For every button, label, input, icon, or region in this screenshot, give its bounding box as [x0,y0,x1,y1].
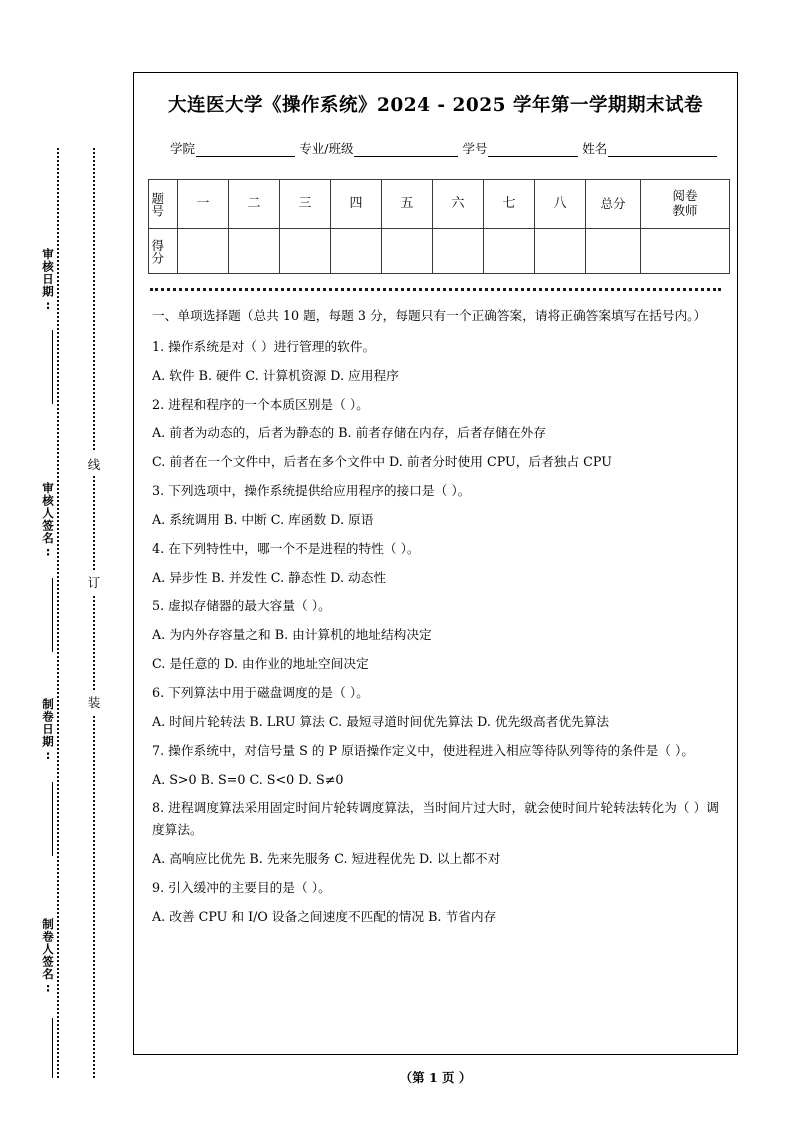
question-7-number: 7. [152,742,165,758]
question-6-number: 6. [152,684,165,700]
question-7-stem [152,740,719,762]
margin-rule-4 [52,1018,53,1078]
question-8-stem [152,797,719,841]
margin-rule-2 [52,578,53,652]
margin-label-review-date: 审核日期: [41,248,55,313]
field-blank-major-class[interactable] [354,143,458,157]
question-3-stem [152,480,719,502]
table-cell-grader-label: 阅卷 教师 [641,180,730,229]
question-2-text: 进程和程序的一个本质区别是（ ）。 [168,396,369,412]
seal-char-xian: 线 [84,452,104,476]
table-cell-q4: 四 [331,180,382,229]
question-3-number: 3. [152,483,165,499]
question-5-number: 5. [152,598,165,614]
question-5-text: 虚拟存储器的最大容量（ ）。 [168,598,331,614]
question-5-options-cd: C. 是任意的 D. 由作业的地址空间决定 [152,656,369,672]
table-row-scores [149,229,730,274]
question-2-options-ab: A. 前者为动态的，后者为静态的 B. 前者存储在内存，后者存储在外存 [152,425,546,441]
question-8-options: A. 高响应比优先 B. 先来先服务 C. 短进程优先 D. 以上都不对 [152,851,501,867]
question-6-stem [152,682,719,704]
margin-rule-1 [52,330,53,404]
question-4-number: 4. [152,540,165,556]
question-1-stem [152,336,719,358]
binding-dotted-line-outer [57,148,59,1078]
field-label-college: 学院 [170,141,196,156]
question-6-options: A. 时间片轮转法 B. LRU 算法 C. 最短寻道时间优先算法 D. 优先级高者优先算法 [152,713,610,729]
margin-rule-3 [52,782,53,856]
section-heading: 一、单项选择题（总共 10 题，每题 3 分，每题只有一个正确答案，请将正确答案填写在括号内。） [152,308,707,323]
field-blank-name[interactable] [608,143,717,157]
question-8-number: 8. [152,800,165,816]
score-cell-q8[interactable] [535,229,586,274]
margin-label-production-date: 制卷日期: [41,698,55,763]
student-info-line [170,139,717,157]
table-cell-q1: 一 [178,180,229,229]
question-2-number: 2. [152,396,165,412]
table-row-question-numbers [149,180,730,229]
page-title: 大连医大学《操作系统》2024 - 2025 学年第一学期期末试卷 [168,95,703,116]
margin-label-producer-signature: 制卷人签名: [41,918,55,996]
field-blank-college[interactable] [196,143,295,157]
question-1-number: 1. [152,338,165,354]
field-label-name: 姓名 [582,141,608,156]
section-divider [150,288,721,291]
field-blank-student-id[interactable] [488,143,578,157]
question-9-text: 引入缓冲的主要目的是（ ）。 [168,879,331,895]
score-cell-q6[interactable] [433,229,484,274]
seal-char-ding: 订 [84,570,104,594]
field-label-major-class: 专业/班级 [299,141,354,156]
table-cell-q7: 七 [484,180,535,229]
question-1-options: A. 软件 B. 硬件 C. 计算机资源 D. 应用程序 [152,367,399,383]
table-cell-q2: 二 [229,180,280,229]
margin-label-reviewer-signature: 审核人签名: [41,482,55,560]
page-footer: （第 1 页 ） [399,1070,472,1085]
score-cell-grader[interactable] [641,229,730,274]
question-9-options: A. 改善 CPU 和 I/O 设备之间速度不匹配的情况 B. 节省内存 [152,908,497,924]
table-cell-q3: 三 [280,180,331,229]
table-cell-total-label: 总分 [586,180,641,229]
score-cell-q7[interactable] [484,229,535,274]
table-cell-q5: 五 [382,180,433,229]
question-6-text: 下列算法中用于磁盘调度的是（ ）。 [168,684,369,700]
question-9-stem [152,877,719,899]
question-5-stem [152,595,719,617]
question-1-text: 操作系统是对（ ）进行管理的软件。 [168,338,376,354]
question-3-text: 下列选项中，操作系统提供给应用程序的接口是（ ）。 [168,483,471,499]
question-4-stem [152,538,719,560]
score-cell-q2[interactable] [229,229,280,274]
question-2-options-cd: C. 前者在一个文件中，后者在多个文件中 D. 前者分时使用 CPU，后者独占 CPU [152,454,612,470]
row-label-score: 得分 [149,229,178,274]
question-4-text: 在下列特性中，哪一个不是进程的特性（ ）。 [168,540,420,556]
question-5-options-ab: A. 为内外存容量之和 B. 由计算机的地址结构决定 [152,627,432,643]
question-3-options: A. 系统调用 B. 中断 C. 库函数 D. 原语 [152,511,374,527]
score-cell-total[interactable] [586,229,641,274]
table-cell-q8: 八 [535,180,586,229]
score-table [148,179,730,274]
question-9-number: 9. [152,879,165,895]
question-body [152,305,719,928]
score-cell-q3[interactable] [280,229,331,274]
score-cell-q5[interactable] [382,229,433,274]
table-cell-q6: 六 [433,180,484,229]
left-margin-annotations [22,0,62,1122]
question-2-stem [152,394,719,416]
row-label-question-number: 题号 [149,180,178,229]
score-cell-q1[interactable] [178,229,229,274]
score-cell-q4[interactable] [331,229,382,274]
binding-dotted-line-inner [93,148,95,1078]
question-4-options: A. 异步性 B. 并发性 C. 静态性 D. 动态性 [152,569,387,585]
question-8-text: 进程调度算法采用固定时间片轮转调度算法，当时间片过大时，就会使时间片轮转法转化为（ ）调度算法。 [152,800,719,838]
seal-char-zhuang: 装 [84,690,104,714]
question-7-text: 操作系统中，对信号量 S 的 P 原语操作定义中，使进程进入相应等待队列等待的条件是（ ）。 [168,742,695,758]
field-label-student-id: 学号 [462,141,488,156]
exam-paper-frame [133,72,738,1055]
question-7-options: A. S>0 B. S=0 C. S<0 D. S≠0 [152,771,344,787]
